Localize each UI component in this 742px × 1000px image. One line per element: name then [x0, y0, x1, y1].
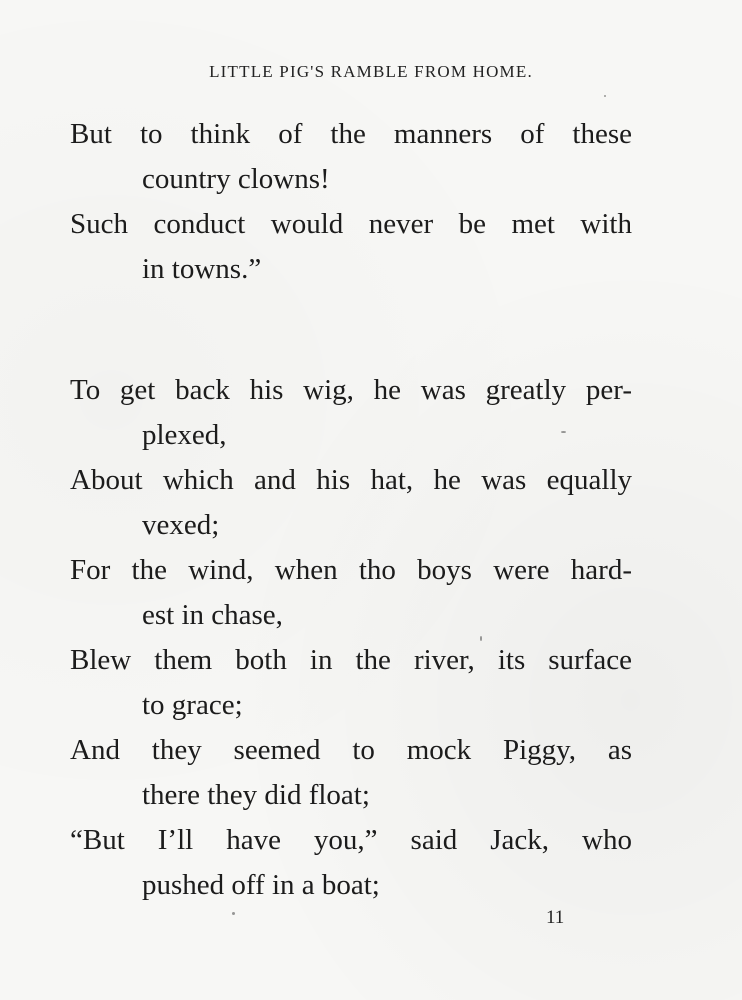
verse-line-first: Such conduct would never be met with	[70, 208, 632, 240]
verse-line-turnover: there they did float;	[142, 779, 370, 811]
verse-line-first: To get back his wig, he was greatly per-	[70, 374, 632, 406]
verse-line-first: “But I’ll have you,” said Jack, who	[70, 824, 632, 856]
verse-line-turnover: plexed,	[142, 419, 227, 451]
verse-line-first: But to think of the manners of these	[70, 118, 632, 150]
verse-line-first: And they seemed to mock Piggy, as	[70, 734, 632, 766]
verse-line	[70, 638, 632, 728]
verse-line	[70, 368, 632, 458]
stanza-1	[70, 112, 632, 292]
verse-line-first: Blew them both in the river, its surface	[70, 644, 632, 676]
paper-speck	[561, 431, 566, 433]
verse-line-first: About which and his hat, he was equally	[70, 464, 632, 496]
stanza-2	[70, 368, 632, 908]
verse-line-turnover: to grace;	[142, 689, 243, 721]
verse-line	[70, 818, 632, 908]
verse-line	[70, 548, 632, 638]
verse-line-turnover: country clowns!	[142, 163, 330, 195]
verse-line	[70, 458, 632, 548]
verse-line	[70, 202, 632, 292]
running-head: LITTLE PIG'S RAMBLE FROM HOME.	[209, 62, 533, 81]
verse-line-turnover: est in chase,	[142, 599, 283, 631]
verse-line-turnover: pushed off in a boat;	[142, 869, 380, 901]
paper-speck	[604, 95, 606, 97]
paper-speck	[232, 912, 235, 915]
verse-line	[70, 728, 632, 818]
verse-line-turnover: vexed;	[142, 509, 220, 541]
verse-line	[70, 112, 632, 202]
verse-line-first: For the wind, when tho boys were hard-	[70, 554, 632, 586]
paper-speck	[480, 636, 482, 641]
page-number: 11	[546, 907, 565, 928]
verse-line-turnover: in towns.”	[142, 253, 262, 285]
